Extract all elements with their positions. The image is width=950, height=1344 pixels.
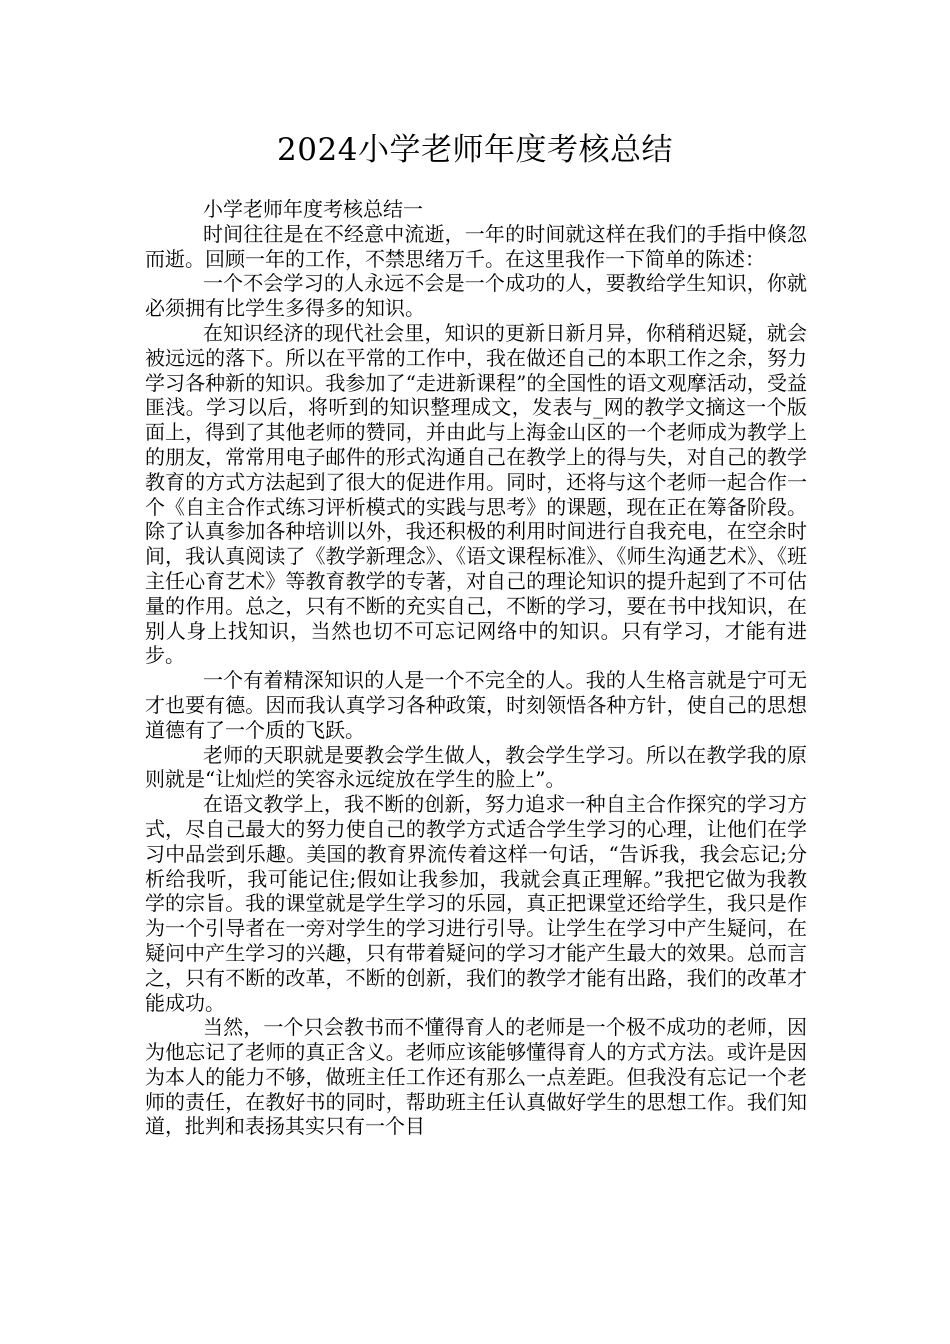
paragraph: 在语文教学上，我不断的创新，努力追求一种自主合作探究的学习方式，尽自己最大的努力使自己的教学方式适合学生学习的心理，让他们在学习中品尝到乐趣。美国的教育界流传着这样一句话，“告诉我，我会忘记;分析给我听，我可能记住;假如让我参加，我就会真正理解。”我把它做为我教学的宗旨。我的课堂就是学生学习的乐园，真正把课堂还给学生，我只是作为一个引导者在一旁对学生的学习进行引导。让学生在学习中产生疑问，在疑问中产生学习的兴趣，只有带着疑问的学习才能产生最大的效果。总而言之，只有不断的改革，不断的创新，我们的教学才能有出路，我们的改革才能成功。 bbox=[145, 792, 807, 1015]
paragraph: 在知识经济的现代社会里，知识的更新日新月异，你稍稍迟疑，就会被远远的落下。所以在平常的工作中，我在做还自己的本职工作之余，努力学习各种新的知识。我参加了“走进新课程”的全国性的语文观摩活动，受益匪浅。学习以后，将听到的知识整理成文，发表与_网的教学文摘这一个版面上，得到了其他老师的赞同，并由此与上海金山区的一个老师成为教学上的朋友，常常用电子邮件的形式沟通自己在教学上的得与失，对自己的教学教育的方式方法起到了很大的促进作用。同时，还将与这个老师一起合作一个《自主合作式练习评析模式的实践与思考》的课题，现在正在筹备阶段。除了认真参加各种培训以外，我还积极的利用时间进行自我充电，在空余时间，我认真阅读了《教学新理念》、《语文课程标准》、《师生沟通艺术》、《班主任心育艺术》等教育教学的专著，对自己的理论知识的提升起到了不可估量的作用。总之，只有不断的充实自己，不断的学习，要在书中找知识，在别人身上找知识，当然也切不可忘记网络中的知识。只有学习，才能有进步。 bbox=[145, 320, 807, 668]
document-title: 2024小学老师年度考核总结 bbox=[277, 132, 673, 168]
paragraph: 老师的天职就是要教会学生做人，教会学生学习。所以在教学我的原则就是“让灿烂的笑容永远绽放在学生的脸上”。 bbox=[145, 742, 807, 792]
document-body bbox=[145, 197, 807, 1139]
paragraph: 当然，一个只会教书而不懂得育人的老师是一个极不成功的老师，因为他忘记了老师的真正含义。老师应该能够懂得育人的方式方法。或许是因为本人的能力不够，做班主任工作还有那么一点差距。但我没有忘记一个老师的责任，在教好书的同时，帮助班主任认真做好学生的思想工作。我们知道，批判和表扬其实只有一个目 bbox=[145, 1015, 807, 1139]
paragraph: 一个有着精深知识的人是一个不完全的人。我的人生格言就是宁可无才也要有德。因而我认真学习各种政策，时刻领悟各种方针，使自己的思想道德有了一个质的飞跃。 bbox=[145, 668, 807, 742]
section-heading: 小学老师年度考核总结一 bbox=[203, 197, 423, 221]
paragraph: 一个不会学习的人永远不会是一个成功的人，要教给学生知识，你就必须拥有比学生多得多的知识。 bbox=[145, 271, 807, 321]
paragraph: 时间往往是在不经意中流逝，一年的时间就这样在我们的手指中倏忽而逝。回顾一年的工作，不禁思绪万千。在这里我作一下简单的陈述： bbox=[145, 221, 807, 271]
